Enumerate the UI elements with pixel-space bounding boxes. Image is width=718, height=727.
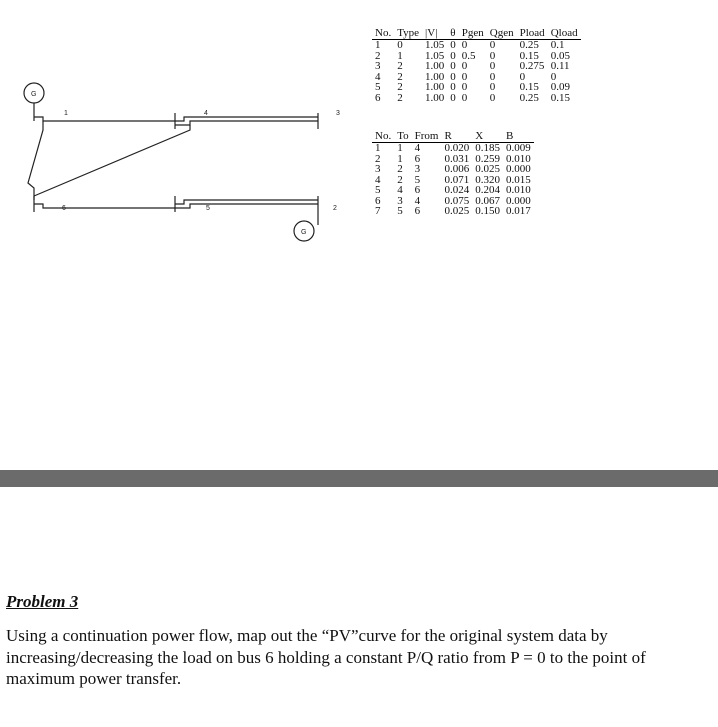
- bus-label-2: 2: [333, 205, 337, 212]
- table-cell: 2: [397, 173, 403, 186]
- table-cell: 0: [461, 81, 468, 93]
- table-cell: 3: [375, 60, 381, 72]
- line-data-table: [372, 131, 534, 217]
- table-cell: 0.010: [506, 152, 531, 165]
- table-row: [372, 185, 534, 196]
- table-cell: 0.025: [444, 205, 470, 217]
- table-cell: 0: [461, 60, 468, 72]
- table-cell: 0.031: [444, 152, 470, 165]
- table-cell: 4: [397, 184, 403, 196]
- table-cell: 0.020: [444, 142, 470, 154]
- table-row: [372, 143, 534, 154]
- table-cell: 5: [375, 184, 381, 196]
- table-cell: 0.259: [475, 152, 500, 165]
- table-cell: 1: [375, 142, 381, 154]
- table-cell: 0.017: [506, 205, 531, 217]
- table-cell: 0.15: [550, 91, 570, 104]
- table-cell: 0.320: [475, 173, 500, 186]
- table-cell: 0: [489, 81, 496, 93]
- table-cell: 0.1: [550, 39, 565, 51]
- table-cell: 0: [461, 91, 468, 104]
- table-cell: 1.00: [425, 91, 445, 104]
- table-row: [372, 206, 534, 217]
- bus-label-3: 3: [336, 110, 340, 117]
- col-x: X: [472, 131, 503, 143]
- table-cell: 1: [375, 39, 381, 51]
- table-cell: 6: [375, 194, 381, 207]
- table-cell: 4: [375, 173, 381, 186]
- bus-label-6: 6: [62, 205, 66, 212]
- col-qgen: Qgen: [487, 28, 517, 40]
- table-cell: 0.006: [444, 163, 470, 175]
- table-cell: 1: [397, 142, 403, 154]
- col-no: No.: [372, 28, 394, 40]
- table-cell: 0: [489, 91, 496, 104]
- col-pgen: Pgen: [459, 28, 487, 40]
- table-cell: 1: [397, 152, 403, 165]
- table-cell: 0.05: [550, 49, 570, 62]
- table-cell: 3: [375, 163, 381, 175]
- table-cell: 0.150: [475, 205, 500, 217]
- col-r: R: [442, 131, 473, 143]
- table-cell: 0.275: [519, 60, 545, 72]
- table-cell: 0: [450, 49, 456, 62]
- table-cell: 0.071: [444, 173, 470, 186]
- gen-label-2: G: [301, 229, 307, 236]
- table-cell: 1.00: [425, 60, 445, 72]
- bus-label-4: 4: [204, 110, 208, 117]
- table-cell: 1.00: [425, 70, 445, 83]
- table-cell: 0: [397, 39, 403, 51]
- table-cell: 0: [450, 81, 456, 93]
- table-cell: 1.00: [425, 81, 445, 93]
- table-cell: 0: [461, 70, 468, 83]
- table-cell: 0.009: [506, 142, 531, 154]
- table-cell: 0.25: [519, 91, 539, 104]
- bus-label-1: 1: [64, 110, 68, 117]
- table-cell: 0: [450, 60, 456, 72]
- table-cell: 6: [375, 91, 381, 104]
- table-cell: 5: [375, 81, 381, 93]
- bus-data-table: [372, 28, 581, 103]
- table-cell: 1.05: [425, 49, 445, 62]
- gen-label-1: G: [31, 91, 37, 98]
- bus-label-5: 5: [206, 205, 210, 212]
- col-to: To: [394, 131, 411, 143]
- table-cell: 0: [519, 70, 526, 83]
- table-cell: 0.000: [506, 163, 531, 175]
- table-cell: 3: [397, 194, 403, 207]
- table-cell: 6: [414, 184, 421, 196]
- table-cell: 0.185: [475, 142, 500, 154]
- table-cell: 4: [414, 142, 421, 154]
- table-cell: 0.075: [444, 194, 470, 207]
- table-cell: 2: [397, 91, 403, 104]
- col-qload: Qload: [548, 28, 581, 40]
- table-cell: 0: [489, 39, 496, 51]
- table-cell: 4: [375, 70, 381, 83]
- table-cell: 2: [397, 60, 403, 72]
- table-cell: 0: [489, 70, 496, 83]
- table-cell: 0.024: [444, 184, 470, 196]
- table-cell: 0.15: [519, 49, 539, 62]
- table-row: [372, 51, 581, 62]
- col-pload: Pload: [517, 28, 548, 40]
- table-row: [372, 40, 581, 51]
- table-cell: 0.11: [550, 60, 570, 72]
- col-v: |V|: [422, 28, 447, 40]
- table-row: [372, 164, 534, 175]
- table-cell: 4: [414, 194, 421, 207]
- table-cell: 2: [397, 163, 403, 175]
- table-cell: 0: [450, 39, 456, 51]
- table-cell: 0.09: [550, 81, 570, 93]
- table-cell: 6: [414, 205, 421, 217]
- table-cell: 0.025: [475, 163, 500, 175]
- table-cell: 2: [375, 152, 381, 165]
- col-no: No.: [372, 131, 394, 143]
- table-row: [372, 82, 581, 93]
- table-cell: 5: [414, 173, 421, 186]
- problem-text: Using a continuation power flow, map out the “PV”curve for the original system data by increasing/decreasing the load on bus 6 holding a constant P/Q ratio from P = 0 to the point of maximum power transfer.: [6, 626, 646, 688]
- table-cell: 0.15: [519, 81, 539, 93]
- table-cell: 2: [397, 81, 403, 93]
- problem-title: Problem 3: [6, 592, 79, 611]
- table-cell: 0: [550, 70, 557, 83]
- table-cell: 0.010: [506, 184, 531, 196]
- table-cell: 0: [489, 60, 496, 72]
- one-line-diagram: [0, 0, 360, 250]
- table-cell: 0.000: [506, 194, 531, 207]
- table-cell: 0: [461, 39, 468, 51]
- table-cell: 5: [397, 205, 403, 217]
- table-cell: 2: [375, 49, 381, 62]
- table-cell: 1.05: [425, 39, 445, 51]
- col-theta: θ: [447, 28, 459, 40]
- table-cell: 0.5: [461, 49, 476, 62]
- table-cell: 0: [450, 70, 456, 83]
- col-b: B: [503, 131, 534, 143]
- table-row: [372, 93, 581, 104]
- table-cell: 1: [397, 49, 403, 62]
- table-cell: 0: [450, 91, 456, 104]
- table-cell: 0.204: [475, 184, 500, 196]
- table-cell: 3: [414, 163, 421, 175]
- col-from: From: [412, 131, 442, 143]
- table-row: [372, 61, 581, 72]
- table-row: [372, 72, 581, 83]
- table-cell: 7: [375, 205, 381, 217]
- table-cell: 0: [489, 49, 496, 62]
- table-cell: 0.25: [519, 39, 539, 51]
- table-cell: 6: [414, 152, 421, 165]
- section-divider: [0, 470, 718, 487]
- col-type: Type: [394, 28, 422, 40]
- table-cell: 2: [397, 70, 403, 83]
- table-cell: 0.067: [475, 194, 500, 207]
- table-cell: 0.015: [506, 173, 531, 186]
